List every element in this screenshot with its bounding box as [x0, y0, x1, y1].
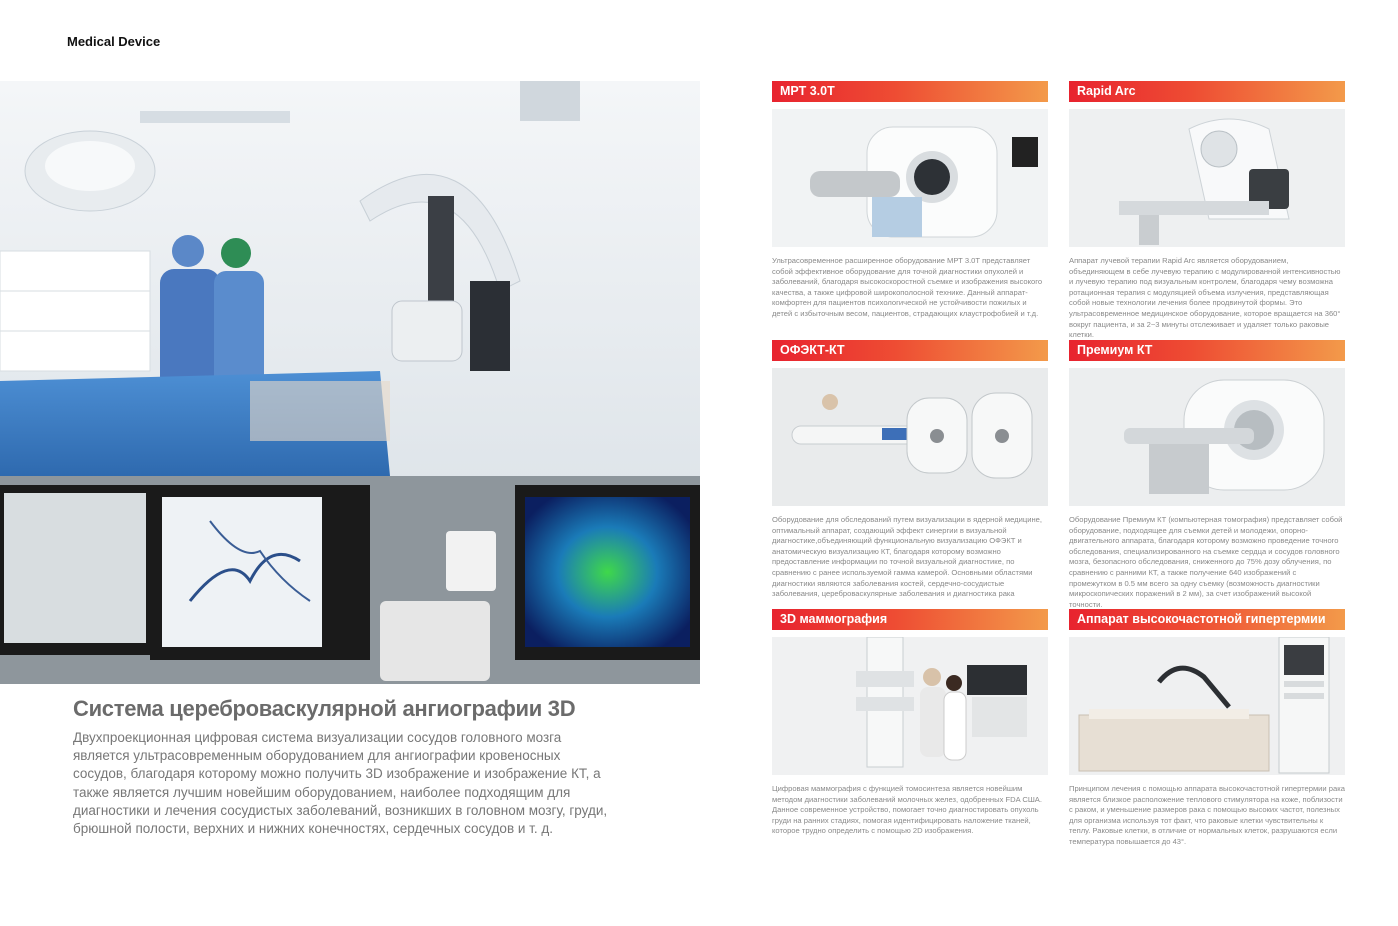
- linac-image: [1069, 109, 1345, 247]
- angiography-room-photo: [0, 81, 700, 684]
- mri-scanner-image: [772, 109, 1048, 247]
- card-hyperthermia: [1069, 609, 1345, 848]
- card-description: Принципом лечения с помощью аппарата высокочастотной гипертермии рака является близкое расположение теплового стимулятора на коже, поблизости с раком, и уменьшение размеров рака с помощью высоких частот, полезных для организма используя тот факт, что раковые клетки чувствительны к теплу. Раковые клетки, в отличие от нормальных клеток, разрушаются если температура повышается до 43°.: [1069, 784, 1345, 846]
- card-title: ОФЭКТ-КТ: [772, 340, 1048, 361]
- ct-scanner-image: [1069, 368, 1345, 506]
- mammography-image: [772, 637, 1048, 775]
- card-title: 3D маммография: [772, 609, 1048, 630]
- page-title: Система цереброваскулярной ангиографии 3D: [73, 696, 576, 721]
- card-title: МРТ 3.0Т: [772, 81, 1048, 102]
- spect-ct-image: [772, 368, 1048, 506]
- card-premium-ct: [1069, 340, 1345, 610]
- section-label: Medical Device: [67, 34, 161, 49]
- card-spect-ct: [772, 340, 1048, 600]
- card-title: Премиум КТ: [1069, 340, 1345, 361]
- card-description: Ультрасовременное расширенное оборудование МРТ 3.0Т представляет собой эффективное оборудование для точной диагностики опухолей и заболеваний, благодаря высокоскоростной съемке и изображения высокого качества, а также цифровой широкополосной технике. Данный аппарат-комфортен для пациентов психологической не устойчивости пожилых и детей с избыточным весом, пациентов, страдающих клаустрофобией и т.д.: [772, 256, 1043, 318]
- card-description: Оборудование Премиум КТ (компьютерная томография) представляет собой оборудование, подходящее для съемки детей и молодежи, опорно-двигательного аппарата, благодаря которому возможно проведение точного обследования, специализированного на съемке сердца и сосудов головного мозга, безопасного обследования, сниженного до 75% дозу облучения, по сравнению с ранними КТ, а также получение 640 изображений с промежутком в 0.5 мм всего за одну съемку (возможность диагностики микроскопических поражений в 2 мм), за счет изображений высокой точности.: [1069, 515, 1343, 609]
- card-description: Аппарат лучевой терапии Rapid Arc является оборудованием, объединяющем в себе лучевую терапию с модулированной интенсивностью и лучевую терапию под визуальным контролем, благодаря чему возможна ротационная терапия с модуляцией объема излучения, представляющая собой новые технологии лечения более продвинутой формы. Это ультрасовременное медицинское оборудование, которое вращается на 360° вокруг пациента, и за 2~3 минуты отслеживает и удаляет только раковые клетки.: [1069, 256, 1341, 340]
- card-mammography: [772, 609, 1048, 837]
- card-title: Rapid Arc: [1069, 81, 1345, 102]
- card-title: Аппарат высокочастотной гипертермии: [1069, 609, 1345, 630]
- card-mri: [772, 81, 1048, 320]
- card-description: Оборудование для обследований путем визуализации в ядерной медицине, оптимальный аппарат, создающий эффект синергии в визуальной диагностике,объединяющий функциональную визуализацию ОФЭКТ и анатомическую визуализацию КТ, благодаря которому возможно предоставление информации по точной визуальной диагностике, по сравнению с ранее используемой гамма камерой. Основными областями диагностики являются заболевания костей, сердечно-сосудистые заболевания, цереброваскулярные заболевания и диагностика рака: [772, 515, 1042, 599]
- card-rapid-arc: [1069, 81, 1345, 341]
- hyperthermia-device-image: [1069, 637, 1345, 775]
- card-description: Цифровая маммография с функцией томосинтеза является новейшим методом диагностики заболеваний молочных желез, одобренных FDA США. Данное современное устройство, помогает точно диагностировать опухоль груди на ранних стадиях, помогая идентифицировать наложение тканей, которое трудно определить с помощью 2D изображения.: [772, 784, 1042, 836]
- body-paragraph: Двухпроекционная цифровая система визуализации сосудов головного мозга является ультрасовременным оборудованием для ангиографии кровеносных сосудов, благодаря которому можно получить 3D изображение и изображение КТ, а также является лучшим новейшим оборудованием, наиболее подходящим для диагностики и лечения сосудистых заболеваний, возникших в головном мозгу, груди, брюшной полости, верхних и нижних конечностях, сердечных сосудов и т. д.: [73, 730, 608, 837]
